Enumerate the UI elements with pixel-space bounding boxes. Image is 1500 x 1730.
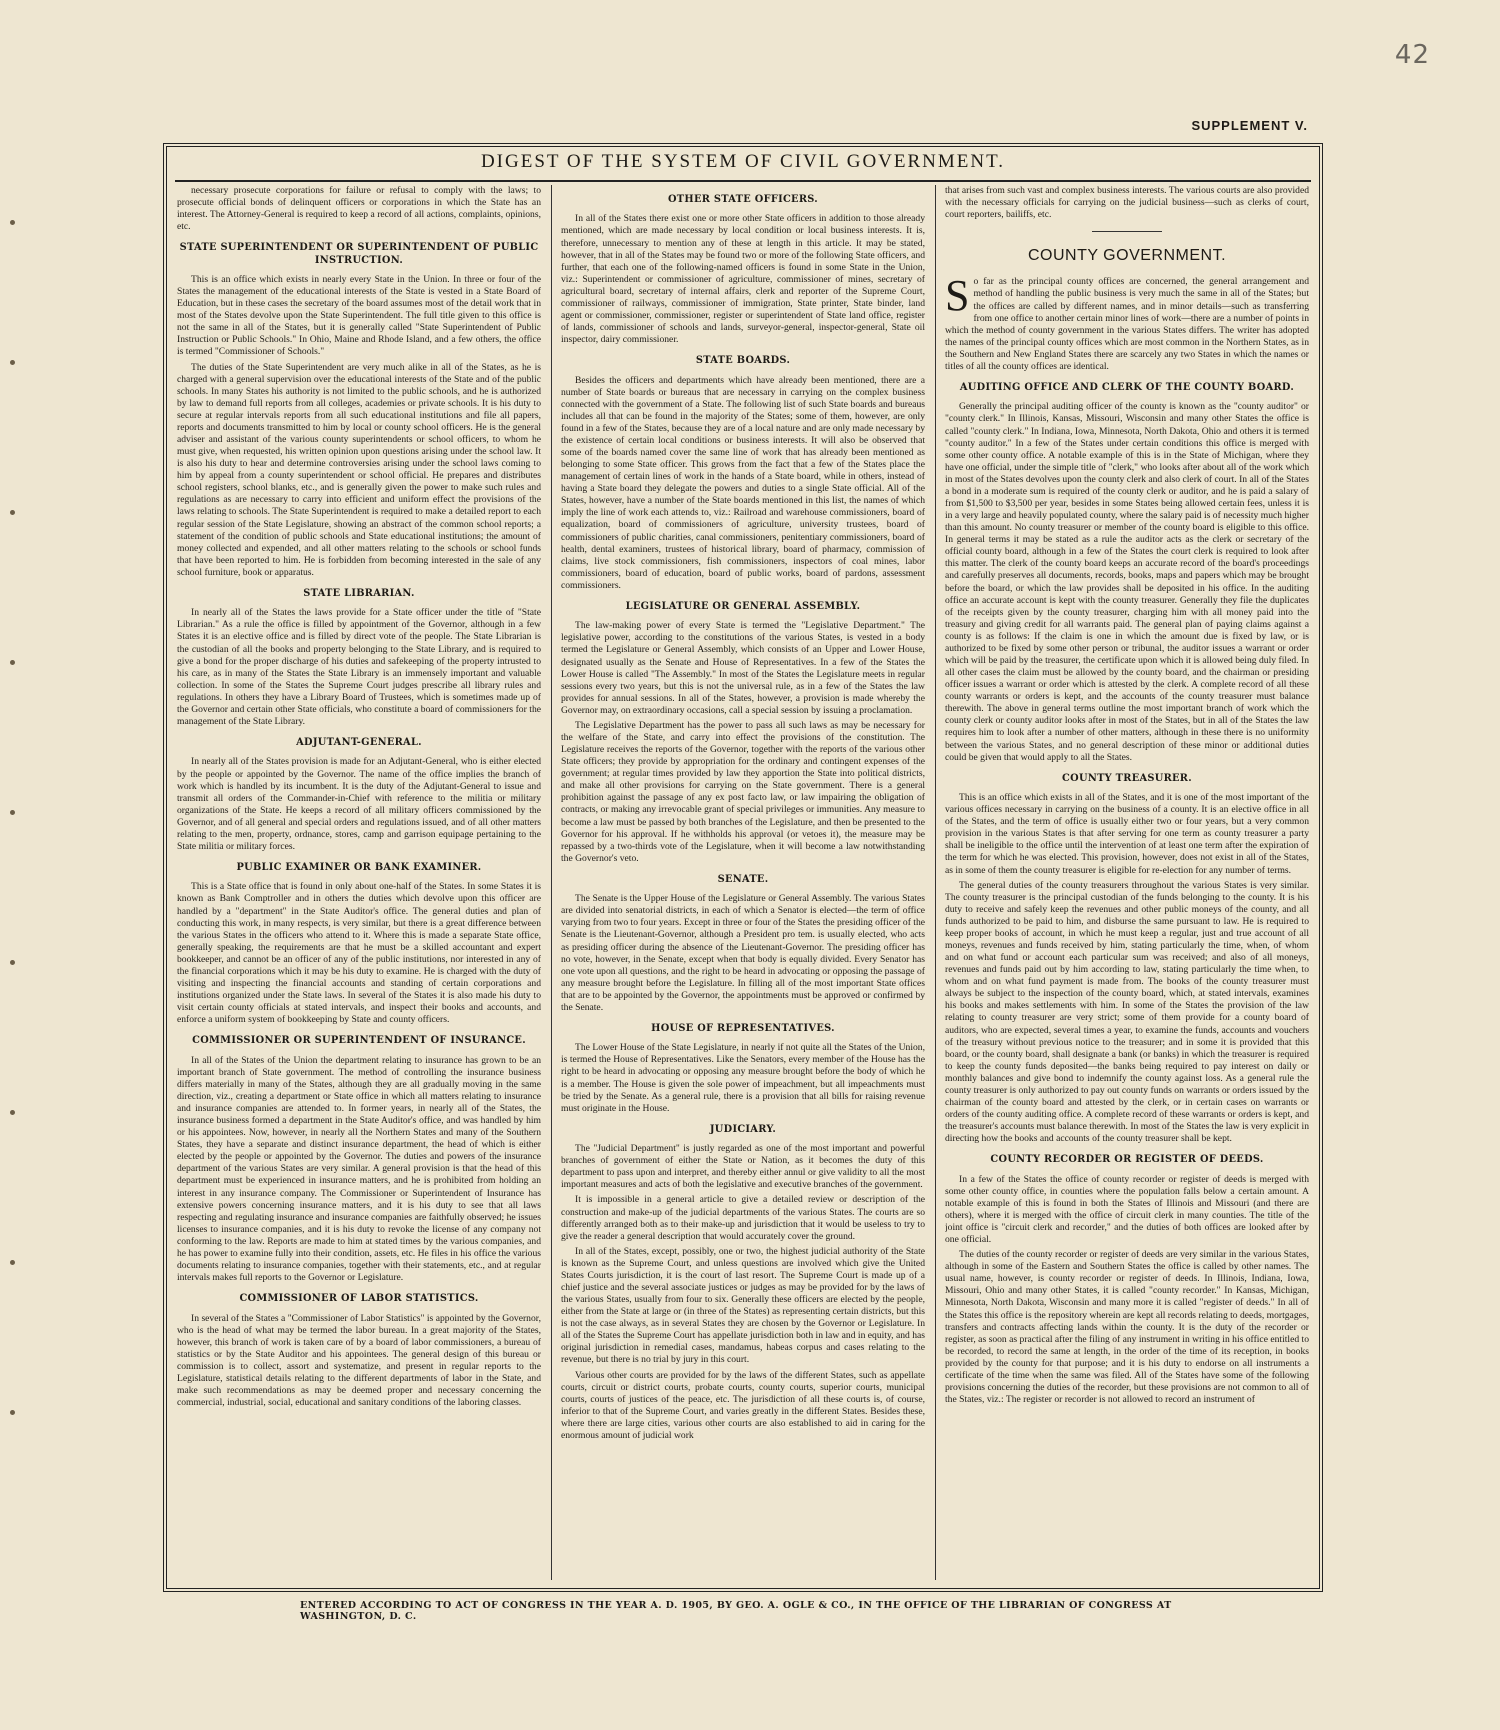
section-heading: COUNTY RECORDER OR REGISTER OF DEEDS.: [990, 1154, 1264, 1166]
paragraph: This is a State office that is found in only about one-half of the States. In some States it is known as Bank Comptroller and in others the duties which devolve upon this officer are handled by a "department" in the State Auditor's office. The general duties and plan of conducting this work, in many respects, is very similar, but there is a great difference between the various States in the officers who attend to it. Where this is made a separate State office, generally speaking, the requirements are that he must be a skilled accountant and expert bookkeeper, and cannot be an officer of any of the public institutions, nor interested in any of the financial corporations which it may be his duty to examine. He is charged with the duty of visiting and inspecting the financial accounts and standing of certain corporations and institutions organized under the State laws. In several of the States it is also made his duty to visit certain county officials at stated intervals, and inspect their books and accounts, and enforce a uniform system of bookkeeping by State and county officers.: [177, 881, 541, 1026]
section-heading: STATE BOARDS.: [695, 355, 791, 367]
binding-holes: [10, 220, 16, 1520]
paragraph: This is an office which exists in nearly every State in the Union. In three or four of the States the management of the educational interests of the State is vested in a State Board of Education, but in these cases the secretary of the board assumes most of the detail work that in most of the States devolve upon the State Superintendent. The full title given to this office is not the same in all of the States, but it is generally called "State Superintendent of Public Instruction or Public Schools." In Ohio, Maine and Rhode Island, and a few others, the office is termed "Commissioner of Schools.": [177, 274, 541, 358]
section-heading: STATE LIBRARIAN.: [303, 587, 415, 599]
section-heading: STATE SUPERINTENDENT OR SUPERINTENDENT OF PUBLIC INSTRUCTION.: [179, 242, 539, 266]
paragraph: The Legislative Department has the power to pass all such laws as may be necessary for the welfare of the State, and carry into effect the provisions of the constitution. The Legislature receives the reports of the Governor, together with the reports of the various other State officers; they provide by appropriation for the ordinary and contingent expenses of the government; at regular times provided by law they apportion the State into political districts, and make all other provisions for carrying on the State government. There is a general prohibition against the passage of any ex post facto law, or law impairing the obligation of contracts, or making any irrevocable grant of special privileges or immunities. Any measure to become a law must be passed by both branches of the Legislature, and then be presented to the Governor for his approval. If he withholds his approval (or vetoes it), the measure may be repassed by a two-thirds vote of the Legislature, when it will become a law notwithstanding the Governor's veto.: [561, 719, 925, 864]
section-heading: COMMISSIONER OR SUPERINTENDENT OF INSURANCE.: [192, 1035, 526, 1047]
paragraph: The "Judicial Department" is justly regarded as one of the most important and powerful branches of government of either the State or Nation, as it becomes the duty of this department to pass upon and interpret, and thereby either annul or give validity to all the most important measures and acts of both the legislative and executive branches of the government.: [561, 1143, 925, 1191]
column-middle: [561, 185, 925, 1580]
section-divider: [1092, 231, 1162, 232]
page-title: DIGEST OF THE SYSTEM OF CIVIL GOVERNMENT.: [480, 151, 1006, 172]
column-divider: [935, 185, 936, 1580]
paragraph: The general duties of the county treasurers throughout the various States is very similar. The county treasurer is the principal custodian of the funds belonging to the county. It is his duty to receive and safely keep the revenues and other public moneys of the county, and all funds authorized to be paid to him, and disburse the same pursuant to law. He is required to keep proper books of account, in which he must keep a regular, just and true account of all moneys, revenues and funds received by him, stating particularly the time, when, of whom and on what fund or account each particular sum was received; and also of all moneys, revenues and funds paid out by him according to law, stating particularly the time when, to whom and on what fund payment is made from. The books of the county treasurer must always be subject to the inspection of the county board, which, at stated intervals, examines his books and makes settlements with him. In some of the States the provision of the law relating to county treasurer are very strict; some of them provide for a county board of auditors, who are expected, several times a year, to examine the funds, accounts and vouchers of the treasury without previous notice to the treasurer; and in some it is provided that this board, or the county board, shall designate a bank (or banks) in which the treasurer is required to keep the county funds deposited—the banks being required to pay interest on daily or monthly balances and give bond to indemnify the county against loss. As a general rule the county treasurer is only authorized to pay out county funds on warrants or orders issued by the chairman of the county board and attested by the clerk, or in certain cases on warrants or orders of the county auditing office. A complete record of these warrants or orders is kept, and the treasurer's accounts must balance therewith. In most of the States the law is very explicit in directing how the books and accounts of the county treasurer shall be kept.: [945, 879, 1309, 1145]
paragraph: Generally the principal auditing officer of the county is known as the "county auditor" or "county clerk." In Illinois, Kansas, Missouri, Wisconsin and many other States the office is called "county clerk." In Indiana, Iowa, Minnesota, North Dakota, Ohio and others it is termed "county auditor." In a few of the States under certain conditions this office is merged with some other county office. A notable example of this is in the State of Michigan, where they have one official, under the simple title of "clerk," who looks after about all of the work which in most of the States devolves upon the county clerk and also clerk of court. In all of the States a bond in a moderate sum is required of the county clerk or auditor, and he is paid a salary of from $1,500 to $3,500 per year, besides in some States being allowed certain fees, unless it is in a very large and heavily populated county, where the salary paid is of necessity much higher than this amount. No county treasurer or member of the county board is eligible to this office. In general terms it may be stated as a rule the auditor acts as the clerk or secretary of the official county board, although in a few of the States the court clerk is required to look after this matter. The clerk of the county board keeps an accurate record of the board's proceedings and carefully preserves all documents, records, books, maps and papers which may be brought before the board, or which the law provides shall be deposited in his office. In the auditing office an accurate account is kept with the county treasurer. Generally they file the duplicates of the receipts given by the county treasurer, charging him with all money paid into the treasury and giving credit for all warrants paid. The general plan of paying claims against a county is as follows: If the claim is one in which the amount due is fixed by law, or is authorized to be fixed by some other person or tribunal, the auditor issues a warrant or order which will be paid by the treasurer, the certificate upon which it is allowed being duly filed. In all other cases the claim must be allowed by the county board, and the chairman or presiding officer issues a warrant or order which is attested by the clerk. A complete record of all these county warrants or orders is kept, and the accounts of the county treasurer must balance therewith. The above in general terms outline the most important branch of work which the county clerk or county auditor looks after in most of the States, but in all of the States the law requires him to look after a number of other matters, although in these there is no uniformity between the various States, and no general description of these minor or additional duties could be given that would apply to all the States.: [945, 401, 1309, 763]
paragraph: In nearly all of the States the laws provide for a State officer under the title of "State Librarian." As a rule the office is filled by appointment of the Governor, although in a few States it is an elective office and is filled by direct vote of the people. The State Librarian is the custodian of all the books and property belonging to the State Library, and is required to give a bond for the proper discharge of his duties and safekeeping of the property intrusted to his care, as in many of the States the State Library is an immensely important and valuable collection. In some of the States the Supreme Court judges prescribe all library rules and regulations. In others they have a Library Board of Trustees, which is sometimes made up of the Governor and certain other State officials, who constitute a board of commissioners for the management of the State Library.: [177, 607, 541, 727]
paragraph: In all of the States of the Union the department relating to insurance has grown to be an important branch of State government. The method of controlling the insurance business differs materially in many of the States, although they are all gradually moving in the same direction, viz., creating a department or State office in which all matters relating to insurance and insurance companies are attended to. In former years, in nearly all of the States, the insurance business formed a department in the State Auditor's office, and was handled by him or his appointees. Now, however, in nearly all the Northern States and many of the Southern States, they have a separate and distinct insurance department, the head of which is either elected by the people or appointed by the Governor. The duties and powers of the insurance department of the various States are very similar. A general provision is that the head of this department must be experienced in insurance matters, and he is prohibited from holding an interest in any insurance company. The Commissioner or Superintendent of Insurance has extensive powers concerning insurance matters, and it is his duty to see that all laws respecting and regulating insurance and insurance companies are faithfully observed; he issues licenses to insurance companies, and it is his duty to revoke the license of any company not conforming to the law. Reports are made to him at stated times by the various companies, and he has power to examine fully into their condition, assets, etc. He files in his office the various documents relating to insurance companies, together with their statements, etc., and at regular intervals makes full reports to the Governor or Legislature.: [177, 1054, 541, 1284]
paragraph: The duties of the county recorder or register of deeds are very similar in the various States, although in some of the Eastern and Southern States the office is called by other names. The usual name, however, is county recorder or register of deeds. In Illinois, Indiana, Iowa, Missouri, Ohio and many other States, it is called "county recorder." In Kansas, Michigan, Minnesota, North Dakota, Wisconsin and many more it is called "register of deeds." In all of the States this office is the repository wherein are kept all records relating to deeds, mortgages, transfers and contracts affecting lands within the county. It is the duty of the recorder or register, as soon as practical after the filing of any instrument in writing in his office entitled to be recorded, to record the same at length, in the order of the time of its reception, in books provided by the county for that purpose; and it is his duty to endorse on all instruments a certificate of the time when the same was filed. All of the States have some of the following provisions concerning the duties of the recorder, but these provisions are not common to all of the States, viz.: The register or recorder is not allowed to record an instrument of: [945, 1249, 1309, 1406]
section-heading: OTHER STATE OFFICERS.: [667, 194, 819, 205]
paragraph: The Lower House of the State Legislature, in nearly if not quite all the States of the Union, is termed the House of Representatives. Like the Senators, every member of the House has the right to be heard in advocating or opposing any measure brought before the body of which he is a member. The House is given the sole power of impeachment, but all impeachments must be tried by the Senate. As a general rule, there is a provision that all bills for raising revenue must originate in the House.: [561, 1042, 925, 1114]
paragraph: This is an office which exists in all of the States, and it is one of the most important of the various offices necessary in carrying on the business of a county. It is an elective office in all of the States, and the term of office is usually either two or four years, but a very common provision in the various States is that after serving for one term as county treasurer a party shall be ineligible to the office until the intervention of at least one term after the expiration of the term for which he was elected. This provision, however, does not exist in all of the States, as in some of them the county treasurer is eligible for re-election for any number of terms.: [945, 792, 1309, 876]
section-heading: PUBLIC EXAMINER OR BANK EXAMINER.: [236, 862, 482, 874]
paragraph: In nearly all of the States provision is made for an Adjutant-General, who is either elected by the people or appointed by the Governor. The name of the office implies the branch of work which is handled by its incumbent. It is the duty of the Adjutant-General to issue and transmit all orders of the Commander-in-Chief with reference to the militia or military organizations of the State. He keeps a record of all military officers commissioned by the Governor, and of all general and special orders and regulations issued, and of all other matters relating to the men, property, ordnance, stores, camp and garrison equipage pertaining to the State militia or military forces.: [177, 756, 541, 852]
section-heading: COMMISSIONER OF LABOR STATISTICS.: [239, 1293, 479, 1305]
paragraph: Besides the officers and departments which have already been mentioned, there are a number of State boards or bureaus that are necessary in carrying on the complex business connected with the government of a State. The following list of such State boards and bureaus includes all that can be found in the majority of the States; some of them, however, are only found in a few of the States, because they are of a local nature and are only made necessary by the existence of certain local conditions or business interests. It will also be observed that some of the boards named cover the same line of work that has already been mentioned as belonging to some State officer. This grows from the fact that a few of the States place the management of certain lines of work in the hands of a State board, while in others, instead of having a State board they delegate the powers and duties to a single State official. All of the States, however, have a number of the State boards mentioned in this list, the names of which imply the line of work each attends to, viz.: Railroad and warehouse commissioners, board of equalization, board of commissioners of agriculture, university trustees, board of commissioners of public charities, canal commissioners, penitentiary commissioners, board of health, dental examiners, trustees of historical library, board of pharmacy, commission of claims, live stock commissioners, fish commissioners, inspectors of coal mines, labor commissioners, board of education, board of public works, board of pardons, assessment commissioners.: [561, 374, 925, 591]
supplement-label: SUPPLEMENT V.: [1191, 118, 1308, 133]
paragraph: In a few of the States the office of county recorder or register of deeds is merged with some other county office, in counties where the population falls below a certain amount. A notable example of this is found in both the States of Illinois and Missouri (and there are others), where it is merged with the office of circuit clerk in many counties. The title of the joint office is "circuit clerk and recorder," and the duties of both offices are looked after by one official.: [945, 1173, 1309, 1246]
title-divider: [175, 180, 1311, 182]
section-heading: COUNTY TREASURER.: [1062, 772, 1192, 784]
column-left: [177, 185, 541, 1580]
section-heading: SENATE.: [717, 873, 769, 885]
section-title: COUNTY GOVERNMENT.: [1027, 247, 1227, 265]
page-number: 42: [1394, 40, 1430, 70]
paragraph: It is impossible in a general article to give a detailed review or description of the construction and make-up of the judicial departments of the various States. The courts are so differently arranged both as to their make-up and jurisdiction that it would be useless to try to give the reader a general description that would accurately cover the ground.: [561, 1194, 925, 1242]
paragraph: necessary prosecute corporations for failure or refusal to comply with the laws; to prosecute official bonds of delinquent officers or corporations in which the State has an interest. The Attorney-General is required to keep a record of all actions, complaints, opinions, etc.: [177, 185, 541, 233]
copyright-footer: ENTERED ACCORDING TO ACT OF CONGRESS IN THE YEAR A. D. 1905, BY GEO. A. OGLE & CO., IN THE OFFICE OF THE LIBRARIAN OF CONGRESS AT WASHINGTON, D. C.: [300, 1600, 1172, 1622]
paragraph: In all of the States there exist one or more other State officers in addition to those already mentioned, which are made necessary by local condition or local business interests. It is, therefore, unnecessary to mention any of these at length in this article. It may be stated, however, that in all of the States may be found two or more of the following State officers, and further, that each one of the following-named officers is found in some State in the Union, viz.: Superintendent or commissioner of agriculture, commissioner of mines, secretary of agricultural board, secretary of internal affairs, clerk and reporter of the Supreme Court, commissioner of railways, commissioner of immigration, State printer, State binder, land agent or commissioner, commissioner, register or superintendent of State land office, register of lands, commissioner of schools and lands, surveyor-general, inspector-general, State oil inspector, dairy commissioner.: [561, 213, 925, 346]
paragraph: The duties of the State Superintendent are very much alike in all of the States, as he is charged with a general supervision over the educational interests of the State and of the public schools. In many States his authority is not limited to the public schools, and he is authorized by law to demand full reports from all colleges, academies or private schools. It is his duty to secure at regular intervals reports from all such educational institutions and file all papers, reports and documents transmitted to him by local or county school officers. He is the general adviser and assistant of the various county superintendents or school officers, to whom he must give, when requested, his written opinion upon questions arising under the school law. It is also his duty to hear and determine controversies arising under the school laws coming to him by appeal from a county superintendent or school official. He prepares and distributes school registers, school blanks, etc., and is generally given the power to make such rules and regulations as are necessary to carry into efficient and uniform effect the provisions of the laws relating to schools. The State Superintendent is required to make a detailed report to each regular session of the State Legislature, showing an abstract of the common school reports; a statement of the condition of public schools and State educational institutions; the amount of money collected and expended, and all other matters relating to the schools or school funds that have been reported to him. He is forbidden from becoming interested in the sale of any school furniture, book or apparatus.: [177, 361, 541, 578]
paragraph: that arises from such vast and complex business interests. The various courts are also provided with the necessary officials for carrying on the judicial business—such as clerks of court, court reporters, bailiffs, etc.: [945, 185, 1309, 221]
section-heading: AUDITING OFFICE AND CLERK OF THE COUNTY BOARD.: [959, 382, 1295, 394]
paragraph: In all of the States, except, possibly, one or two, the highest judicial authority of the State is known as the Supreme Court, and unless questions are involved which give the United States Courts jurisdiction, it is the court of last resort. The Supreme Court is made up of a chief justice and the several associate justices or judges as may be provided for by the laws of the various States, usually from four to six. Generally these officers are elected by the people, either from the State at large or (in three of the States) as representing certain districts, but this is not the case always, as in several States they are chosen by the Governor or Legislature. In all of the States the Supreme Court has appellate jurisdiction both in law and in equity, and has original jurisdiction in remedial cases, mandamus, habeas corpus and cases relating to the revenue, but there is no trial by jury in this court.: [561, 1245, 925, 1366]
section-heading: HOUSE OF REPRESENTATIVES.: [651, 1022, 835, 1034]
section-heading: LEGISLATURE OR GENERAL ASSEMBLY.: [625, 600, 861, 612]
paragraph: In several of the States a "Commissioner of Labor Statistics" is appointed by the Governor, who is the head of what may be termed the labor bureau. In a great majority of the States, however, this branch of work is taken care of by a board of labor commissioners, a bureau of statistics or by the State Auditor and his appointees. The general design of this bureau or commission is to collect, assort and systematize, and present in regular reports to the Legislature, statistical details relating to the different departments of labor in the State, and make such recommendations as may be deemed proper and necessary concerning the commercial, industrial, social, educational and sanitary conditions of the laboring classes.: [177, 1312, 541, 1409]
digest-frame: [163, 143, 1323, 1592]
section-heading: JUDICIARY.: [709, 1123, 777, 1135]
paragraph: Various other courts are provided for by the laws of the different States, such as appellate courts, circuit or district courts, probate courts, county courts, superior courts, municipal courts, courts of justices of the peace, etc. The jurisdiction of all these courts is, of course, inferior to that of the Supreme Court, and varies greatly in the different States. Besides these, where there are large cities, various other courts are also established to aid in caring for the enormous amount of judicial work: [561, 1369, 925, 1441]
section-heading: ADJUTANT-GENERAL.: [296, 737, 422, 749]
paragraph: The law-making power of every State is termed the "Legislative Department." The legislative power, according to the constitutions of the various States, is vested in a body termed the Legislature or General Assembly, which consists of an Upper and Lower House, designated usually as the Senate and House of Representatives. In a few of the States the Lower House is called "The Assembly." In most of the States the Legislature meets in regular sessions every two years, but this is not the universal rule, as in a few of the States the law provides for annual sessions. In all of the States, however, a provision is made whereby the Governor may, on extraordinary occasions, call a special session by issuing a proclamation.: [561, 620, 925, 716]
drop-cap: S: [945, 271, 970, 321]
column-right: [945, 185, 1309, 1580]
column-divider: [551, 185, 552, 1580]
paragraph: The Senate is the Upper House of the Legislature or General Assembly. The various States are divided into senatorial districts, in each of which a Senator is elected—the term of office varying from two to four years. Except in three or four of the States the presiding officer of the Senate is the Lieutenant-Governor, although a President pro tem. is usually elected, who acts as presiding officer during the absence of the Lieutenant-Governor. The presiding officer has no vote, however, in the Senate, except when that body is equally divided. Every Senator has one vote upon all questions, and the right to be heard in advocating or opposing the passage of any measure brought before the Legislature. In filling all of the most important State offices that are to be appointed by the Governor, the appointments must be approved or confirmed by the Senate.: [561, 893, 925, 1013]
paragraph: So far as the principal county offices are concerned, the general arrangement and method of handling the public business is very much the same in all of the States; but the offices are called by different names, and in minor details—such as transferring from one office to another certain minor lines of work—there are a number of points in which the method of county government in the various States differs. The writer has adopted the names of the principal county offices which are most common in the Northern States, as in the Southern and New England States there are scarcely any two States in which the names or titles of all the county offices are identical.: [945, 271, 1309, 372]
